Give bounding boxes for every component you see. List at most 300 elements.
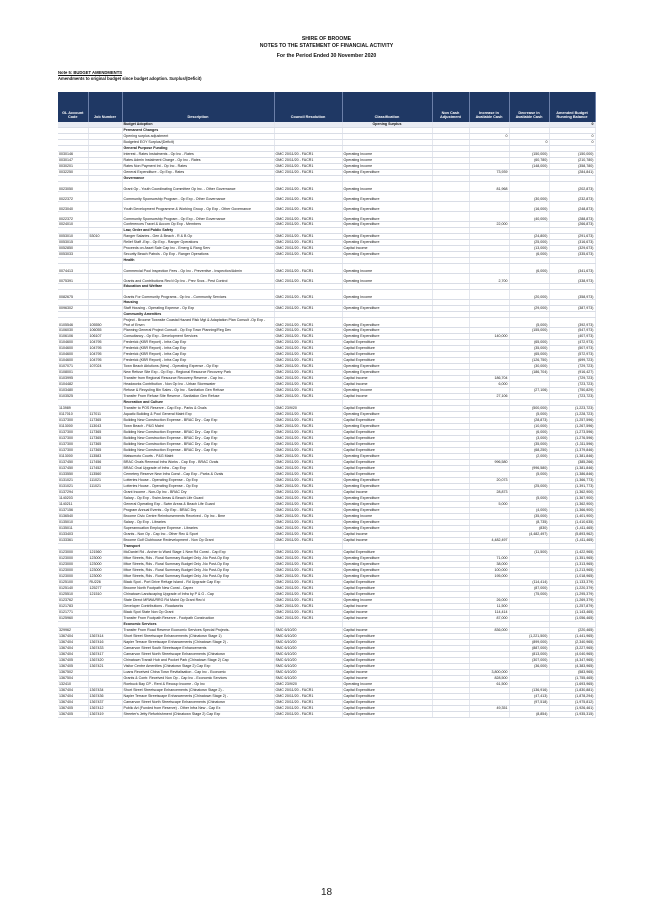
cell-classification: Capital Income: [342, 246, 432, 252]
cell-classification: Capital Expenditure: [342, 430, 432, 436]
cell-classification: Capital Expenditure: [342, 460, 432, 466]
cell-amended-balance: (1,257,596): [549, 418, 595, 424]
cell-description: Building New Construction Expense - BRAC Dry - Cap Exp: [122, 430, 274, 436]
cell-description: Mtce Streets, Rds - Rural Summary Budget Only -No Post-Op Exp: [122, 562, 274, 568]
cell-council-resolution: OMC 20/11/20 - FACR1: [274, 170, 342, 176]
cell-description: Building New Construction Expense - BRAC Dry - Cap Exp: [122, 436, 274, 442]
table-row: [58, 290, 595, 300]
cell-description: Mtce Streets, Rds - Rural Summary Budget Only -No Post-Op Exp: [122, 556, 274, 562]
cell-amended-balance: (1,878,294): [549, 694, 595, 700]
cell-amended-balance: (572,973): [549, 352, 595, 358]
cell-amended-balance: (729,723): [549, 376, 595, 382]
cell-description: Grants & Contr. Received Non Op - Cap Inc - Economic Services: [122, 676, 274, 682]
cell-classification: Operating Income: [342, 158, 432, 164]
cell-decrease: (5,000): [509, 472, 549, 478]
cell-gl-code: 0137300: [58, 418, 88, 424]
cell-council-resolution: OMC 20/11/20 - FACR1: [274, 688, 342, 694]
cell-amended-balance: (1,313,965): [549, 562, 595, 568]
cell-job-number: 111021: [88, 478, 122, 484]
cell-amended-balance: (723,723): [549, 382, 595, 388]
cell-description: Recreation and Culture: [122, 400, 274, 406]
cell-amended-balance: (1,422,965): [549, 550, 595, 556]
cell-description: Cemetery Reserve New Infra Const - Cap Exp - Parks & Ovals: [122, 472, 274, 478]
cell-classification: Operating Income: [342, 290, 432, 300]
cell-increase: [469, 712, 509, 718]
cell-classification: Capital Expenditure: [342, 346, 432, 352]
cell-classification: Capital Expenditure: [342, 652, 432, 658]
cell-classification: Capital Income: [342, 532, 432, 538]
cell-classification: Operating Expenditure: [342, 496, 432, 502]
cell-classification: Operating Expenditure: [342, 328, 432, 334]
cell-council-resolution: OMC 20/11/20 - FACR1: [274, 370, 342, 376]
cell-gl-code: 0123000: [58, 562, 88, 568]
cell-amended-balance: (1,935,315): [549, 712, 595, 718]
cell-decrease: (6,000): [509, 430, 549, 436]
cell-classification: Operating Expenditure: [342, 478, 432, 484]
cell-council-resolution: OMC 20/11/20 - FACR1: [274, 246, 342, 252]
table-row: [58, 212, 595, 222]
cell-non-cash: [432, 318, 469, 328]
cell-classification: Capital Expenditure: [342, 358, 432, 364]
cell-council-resolution: SMC 6/10/20: [274, 670, 342, 676]
table-row: [58, 192, 595, 202]
cell-amended-balance: (341,673): [549, 264, 595, 274]
cell-decrease: (2,000): [509, 454, 549, 460]
cell-decrease: (186,704): [509, 370, 549, 376]
cell-council-resolution: OMC 20/11/20 - FACR1: [274, 274, 342, 284]
cell-council-resolution: OMC 20/11/20 - FACR1: [274, 514, 342, 520]
cell-decrease: (5,000): [509, 412, 549, 418]
cell-council-resolution: OMC 20/11/20 - FACR1: [274, 240, 342, 246]
cell-amended-balance: (1,926,461): [549, 706, 595, 712]
cell-description: General Expenditure - Op Exp - Rates: [122, 170, 274, 176]
cell-description: Rates Non Payment Int - Op Inc - Rates: [122, 164, 274, 170]
cell-gl-code: 0137156: [58, 508, 88, 514]
cell-amended-balance: (1,223,723): [549, 406, 595, 412]
cell-council-resolution: OMC 20/11/20 - FACR1: [274, 388, 342, 394]
cell-gl-code: 0123000: [58, 574, 88, 580]
cell-decrease: (813,000): [509, 652, 549, 658]
cell-decrease: (6,000): [509, 252, 549, 258]
cell-council-resolution: OMC 20/11/20 - FACR1: [274, 318, 342, 328]
cell-classification: Capital Expenditure: [342, 580, 432, 586]
cell-classification: Operating Expenditure: [342, 574, 432, 580]
cell-gl-code: 0103525: [58, 394, 88, 400]
cell-classification: Capital Expenditure: [342, 436, 432, 442]
cell-job-number: 117456: [88, 460, 122, 466]
cell-classification: Capital Expenditure: [342, 466, 432, 472]
cell-decrease: (899,000): [509, 640, 549, 646]
cell-description: BRAC Oval Upgrade of Infra - Cap Exp: [122, 466, 274, 472]
cell-amended-balance: (1,220,379): [549, 586, 595, 592]
cell-decrease: (30,000): [509, 364, 549, 370]
cell-classification: Operating Income: [342, 682, 432, 688]
cell-description: State Direct MRWA/RRG Rd Maint Op Grant Rec'd: [122, 598, 274, 604]
cell-gl-code: 0137450: [58, 466, 88, 472]
cell-job-number: 123000: [88, 568, 122, 574]
cell-job-number: 123000: [88, 574, 122, 580]
cell-gl-code: 0103480: [58, 388, 88, 394]
column-header-non-cash: Non Cash Adjustment: [432, 92, 469, 122]
cell-amended-balance: (1,755,465): [549, 676, 595, 682]
cell-description: Building New Construction Expense - BRAC Dry - Cap Exp: [122, 442, 274, 448]
cell-council-resolution: OMC 20/11/20 - FACR1: [274, 508, 342, 514]
cell-description: Transfer From Refuse Site Reserve - Sanitation Gen Refuse: [122, 394, 274, 400]
cell-description: Building New Construction Expense - BRAC Dry - Cap Exp: [122, 448, 274, 454]
cell-description: Transfer to POS Reserve - Cap Exp - Parks & Ovals: [122, 406, 274, 412]
cell-decrease: (887,000): [509, 646, 549, 652]
cell-gl-code: 0105546: [58, 318, 88, 328]
cell-classification: Operating Expenditure: [342, 412, 432, 418]
cell-amended-balance: (3,227,965): [549, 646, 595, 652]
cell-council-resolution: OMC 20/11/20 - FACR1: [274, 334, 342, 340]
cell-gl-code: 0106030: [58, 328, 88, 334]
cell-amended-balance: (150,000): [549, 152, 595, 158]
cell-council-resolution: OMC 20/11/20 - FACR1: [274, 484, 342, 490]
cell-gl-code: 0107071: [58, 364, 88, 370]
cell-amended-balance: (288,873): [549, 212, 595, 222]
cell-gl-code: 1367502: [58, 670, 88, 676]
cell-non-cash: [432, 192, 469, 202]
cell-description: Black Spot State Non Op Grant: [122, 610, 274, 616]
cell-job-number: 1367433: [88, 646, 122, 652]
organisation-title: SHIRE OF BROOME: [301, 36, 352, 42]
cell-job-number: [88, 212, 122, 222]
cell-classification: Operating Expenditure: [342, 334, 432, 340]
cell-gl-code: 0074413: [58, 264, 88, 274]
cell-decrease: (28,873): [509, 418, 549, 424]
cell-classification: Capital Expenditure: [342, 472, 432, 478]
cell-decrease: [509, 182, 549, 192]
cell-decrease: (27,106): [509, 388, 549, 394]
cell-classification: Capital Expenditure: [342, 634, 432, 640]
cell-description: Carnarvon Street North Streetscape Enhancements (Chinatown: [122, 700, 274, 706]
cell-description: Short Street Streetscape Enhancements (Chinatown Stage 2) -: [122, 688, 274, 694]
cell-amended-balance: (1,133,379): [549, 580, 595, 586]
cell-decrease: (97,518): [509, 700, 549, 706]
cell-classification: Operating Expenditure: [342, 562, 432, 568]
cell-gl-code: 0121771: [58, 610, 88, 616]
cell-decrease: (75,000): [509, 592, 549, 598]
cell-description: Carnarvon Street South Streetscape Enhancements: [122, 646, 274, 652]
cell-amended-balance: (5,893,962): [549, 532, 595, 538]
cell-decrease: (68,250): [509, 448, 549, 454]
column-header-classification: Classification: [342, 92, 432, 122]
cell-amended-balance: (385,266): [549, 460, 595, 466]
table-body: [58, 122, 595, 718]
cell-council-resolution: OMC 20/11/20 - FACR1: [274, 556, 342, 562]
cell-increase: 100,000: [469, 568, 509, 574]
cell-decrease: (155,000): [509, 328, 549, 334]
cell-description: Grants For Community Programs - Op Inc - Community Services: [122, 290, 274, 300]
cell-amended-balance: (358,780): [549, 164, 595, 170]
cell-increase: [469, 290, 509, 300]
cell-description: Transfer from Regional Resource Recovery Reserve - Cap Inc -: [122, 376, 274, 382]
cell-council-resolution: OMC 20/11/20 - FACR1: [274, 346, 342, 352]
cell-classification: Operating Expenditure: [342, 370, 432, 376]
period-title: For the Period Ended 30 November 2020: [276, 53, 377, 59]
cell-council-resolution: OMC 20/11/20 - FACR1: [274, 252, 342, 258]
cell-classification: Operating Expenditure: [342, 252, 432, 258]
cell-council-resolution: OMC 23/9/20: [274, 406, 342, 412]
cell-decrease: (1,221,500): [509, 634, 549, 640]
cell-description: Lotteries House - Operating Expense - Op Exp: [122, 484, 274, 490]
cell-description: Streeter's Jetty Refurbishment (Chinatown Stage 2) Cap Exp: [122, 712, 274, 718]
cell-amended-balance: (1,311,596): [549, 442, 595, 448]
cell-council-resolution: OMC 20/11/20 - FACR1: [274, 532, 342, 538]
cell-gl-code: 0137294: [58, 490, 88, 496]
cell-classification: Capital Expenditure: [342, 340, 432, 346]
cell-council-resolution: OMC 20/11/20 - FACR1: [274, 568, 342, 574]
cell-decrease: (3,000): [509, 436, 549, 442]
cell-job-number: 117365: [88, 442, 122, 448]
cell-increase: 38,000: [469, 562, 509, 568]
cell-description: Broome Civic Centre Reimbursements Received - Op Inc - Bme: [122, 514, 274, 520]
cell-gl-code: 0053010: [58, 234, 88, 240]
cell-classification: Capital Income: [342, 538, 432, 544]
cell-council-resolution: OMC 20/11/20 - FACR1: [274, 574, 342, 580]
cell-amended-balance: (1,386,846): [549, 472, 595, 478]
cell-job-number: 1367421: [88, 664, 122, 670]
cell-council-resolution: OMC 20/11/20 - FACR1: [274, 436, 342, 442]
cell-classification: Capital Income: [342, 676, 432, 682]
cell-gl-code: 0137300: [58, 448, 88, 454]
cell-description: Health: [122, 258, 274, 264]
cell-decrease: (35,000): [509, 346, 549, 352]
cell-increase: 828,500: [469, 676, 509, 682]
cell-amended-balance: (1,441,965): [549, 634, 595, 640]
cell-classification: Operating Expenditure: [342, 454, 432, 460]
cell-job-number: [88, 182, 122, 192]
cell-classification: Operating Expenditure: [342, 502, 432, 508]
cell-decrease: (16,000): [509, 202, 549, 212]
cell-council-resolution: OMC 20/11/20 - FACR1: [274, 592, 342, 598]
cell-council-resolution: SMC 6/10/20: [274, 676, 342, 682]
cell-job-number: 1367420: [88, 658, 122, 664]
cell-classification: Capital Expenditure: [342, 694, 432, 700]
cell-council-resolution: OMC 20/11/20 - FACR1: [274, 158, 342, 164]
cell-classification: Operating Expenditure: [342, 192, 432, 202]
cell-description: Staff Housing - Operating Expense - Op Exp: [122, 306, 274, 312]
cell-classification: Capital Income: [342, 604, 432, 610]
cell-description: McDaniel Rd - Archer to Ward Stage 1 New Rd Const - Cap Exp: [122, 550, 274, 556]
cell-description: Building New Construction Expense - BRAC Dry - Cap Exp: [122, 418, 274, 424]
cell-description: Transport: [122, 544, 274, 550]
cell-job-number: 1367416: [88, 640, 122, 646]
table-row: [58, 712, 595, 718]
cell-council-resolution: OMC 20/11/20 - FACR1: [274, 604, 342, 610]
cell-increase: 61,500: [469, 682, 509, 688]
cell-classification: Operating Expenditure: [342, 306, 432, 312]
cell-job-number: [88, 202, 122, 212]
cell-job-number: 113560: [88, 472, 122, 478]
cell-classification: Operating Income: [342, 514, 432, 520]
cell-gl-code: 1367405: [58, 712, 88, 718]
cell-decrease: (5,000): [509, 318, 549, 328]
cell-amended-balance: (329,673): [549, 246, 595, 252]
cell-description: Rates Admin Instalment Charge - Op Inc - Rates: [122, 158, 274, 164]
cell-amended-balance: (1,362,900): [549, 490, 595, 496]
cell-increase: 73,939: [469, 170, 509, 176]
cell-decrease: (996,580): [509, 466, 549, 472]
cell-description: Mtce Streets, Rds - Rural Summary Budget Only -No Post-Op Exp: [122, 568, 274, 574]
cell-council-resolution: OMC 20/11/20 - FACR1: [274, 454, 342, 460]
cell-council-resolution: OMC 20/11/20 - FACR1: [274, 182, 342, 192]
cell-decrease: (500,000): [509, 406, 549, 412]
cell-amended-balance: (1,273,596): [549, 430, 595, 436]
cell-gl-code: 0032250: [58, 170, 88, 176]
table-row: [58, 202, 595, 212]
cell-classification: Capital Income: [342, 376, 432, 382]
cell-decrease: (11,500): [509, 550, 549, 556]
cell-job-number: 117365: [88, 436, 122, 442]
cell-gl-code: 1140203: [58, 496, 88, 502]
cell-gl-code: 0106106: [58, 334, 88, 340]
cell-increase: 0: [469, 134, 509, 140]
cell-description: Governance: [122, 176, 274, 182]
cell-council-resolution: OMC 20/11/20 - FACR1: [274, 290, 342, 300]
cell-council-resolution: OMC 23/9/20: [274, 682, 342, 688]
column-header-job: Job Number: [88, 92, 122, 122]
cell-council-resolution: OMC 20/11/20 - FACR1: [274, 340, 342, 346]
cell-amended-balance: (232,873): [549, 192, 595, 202]
cell-classification: Operating Expenditure: [342, 212, 432, 222]
cell-amended-balance: (507,973): [549, 346, 595, 352]
cell-job-number: 121560: [88, 550, 122, 556]
cell-decrease: (24,800): [509, 234, 549, 240]
cell-amended-balance: (723,723): [549, 394, 595, 400]
cell-classification: Operating Income: [342, 388, 432, 394]
cell-decrease: (13,000): [509, 246, 549, 252]
cell-job-number: 1367417: [88, 652, 122, 658]
cell-decrease: (5,000): [509, 496, 549, 502]
cell-amended-balance: (407,973): [549, 334, 595, 340]
cell-description: Town Beach Ablutions (New) - Operating Expense - Op Exp: [122, 364, 274, 370]
cell-increase: 27,106: [469, 394, 509, 400]
cell-classification: Operating Expenditure: [342, 484, 432, 490]
cell-amended-balance: (284,841): [549, 170, 595, 176]
cell-amended-balance: (202,873): [549, 182, 595, 192]
cell-council-resolution: OMC 20/11/20 - FACR1: [274, 424, 342, 430]
cell-gl-code: 0117010: [58, 412, 88, 418]
cell-non-cash: [432, 202, 469, 212]
cell-job-number: 106107: [88, 334, 122, 340]
column-header-decrease: Decrease in Available Cash: [509, 92, 549, 122]
cell-amended-balance: (220,465): [549, 628, 595, 634]
cell-job-number: 121510: [88, 592, 122, 598]
cell-increase: 4,482,497: [469, 538, 509, 544]
cell-council-resolution: OMC 20/11/20 - FACR1: [274, 490, 342, 496]
cell-council-resolution: OMC 20/11/20 - FACR1: [274, 264, 342, 274]
cell-council-resolution: OMC 20/11/20 - FACR1: [274, 550, 342, 556]
cell-decrease: (10,000): [509, 424, 549, 430]
cell-increase: 2,700: [469, 274, 509, 284]
cell-description: Headworks Contribution - Non Op Inc - Urban Stormwater: [122, 382, 274, 388]
cell-job-number: 104795: [88, 340, 122, 346]
cell-job-number: 1367414: [88, 634, 122, 640]
table-header-row: [58, 92, 595, 122]
cell-gl-code: 0023040: [58, 202, 88, 212]
cell-non-cash: [432, 274, 469, 284]
cell-decrease: (25,000): [509, 484, 549, 490]
cell-gl-code: 0104600: [58, 352, 88, 358]
cell-description: Broome Golf Clubhouse Redevelopment - Non Op Grant: [122, 538, 274, 544]
cell-amended-balance: (1,257,879): [549, 604, 595, 610]
cell-amended-balance: (1,143,465): [549, 610, 595, 616]
cell-description: Planning General Project Consult - Op Exp Town Planning/Reg Dev: [122, 328, 274, 334]
cell-non-cash: [432, 264, 469, 274]
cell-decrease: (126,750): [509, 358, 549, 364]
cell-gl-code: 0125140: [58, 586, 88, 592]
cell-job-number: 1367419: [88, 712, 122, 718]
cell-increase: [469, 212, 509, 222]
column-header-description: Description: [122, 92, 274, 122]
cell-classification: Capital Income: [342, 610, 432, 616]
cell-description: Short Street Streetscape Enhancements (Chinatown Stage 1): [122, 634, 274, 640]
cell-decrease: (4,000): [509, 508, 549, 514]
cell-description: General Operating Exp - Swim Areas & Beach Life Guard: [122, 502, 274, 508]
column-header-amended-balance: Amended Budget Running Balance: [549, 92, 595, 122]
cell-council-resolution: OMC 20/11/20 - FACR1: [274, 496, 342, 502]
cell-amended-balance: (1,018,965): [549, 574, 595, 580]
cell-council-resolution: OMC 20/11/20 - FACR1: [274, 694, 342, 700]
cell-non-cash: [432, 290, 469, 300]
cell-amended-balance: (316,673): [549, 240, 595, 246]
cell-description: Frederick (KBR Report) - Infra Cap Exp: [122, 358, 274, 364]
cell-gl-code: 0137300: [58, 442, 88, 448]
cell-job-number: 105550: [88, 318, 122, 328]
cell-job-number: [88, 264, 122, 274]
cell-gl-code: 1367404: [58, 694, 88, 700]
cell-amended-balance: 0: [549, 134, 595, 140]
cell-classification: Capital Expenditure: [342, 664, 432, 670]
cell-classification: Operating Expenditure: [342, 170, 432, 176]
cell-description: Public Art (Funded from Reserve) - Other Infra New - Cap Ex: [122, 706, 274, 712]
cell-increase: 114,414: [469, 610, 509, 616]
cell-gl-code: 329962: [58, 628, 88, 634]
cell-amended-balance: (1,381,846): [549, 454, 595, 460]
cell-classification: Capital Expenditure: [342, 586, 432, 592]
cell-classification: Capital Expenditure: [342, 352, 432, 358]
cell-council-resolution: OMC 20/11/20 - FACR1: [274, 526, 342, 532]
cell-decrease: (25,000): [509, 240, 549, 246]
cell-description: Youth Development Programme & Working Group - Op Exp - Other Governance: [122, 202, 274, 212]
cell-decrease: (6,000): [509, 264, 549, 274]
cell-increase: 3,800,000: [469, 670, 509, 676]
cell-description: Frederick (KBR Report) - Infra Cap Exp: [122, 340, 274, 346]
cell-council-resolution: OMC 20/11/20 - FACR1: [274, 328, 342, 334]
cell-classification: Operating Expenditure: [342, 222, 432, 228]
cell-increase: 49,351: [469, 706, 509, 712]
cell-description: Project - Broome Townsite Coastal Hazard Risk Mgt & Adaptation Plan Consult -Op Exp - Prot of Envrn: [122, 318, 274, 328]
cell-job-number: 117365: [88, 448, 122, 454]
cell-gl-code: 132410: [58, 682, 88, 688]
cell-amended-balance: (1,367,900): [549, 496, 595, 502]
cell-gl-code: 1367404: [58, 688, 88, 694]
cell-amended-balance: (248,873): [549, 202, 595, 212]
cell-gl-code: 1367404: [58, 634, 88, 640]
cell-increase: 87,000: [469, 616, 509, 622]
cell-job-number: 117365: [88, 430, 122, 436]
cell-council-resolution: OMC 20/11/20 - FACR1: [274, 306, 342, 312]
cell-amended-balance: (1,381,846): [549, 466, 595, 472]
cell-classification: Capital Expenditure: [342, 640, 432, 646]
cell-gl-code: 0024010: [58, 222, 88, 228]
cell-classification: Capital Expenditure: [342, 658, 432, 664]
cell-decrease: (136,916): [509, 688, 549, 694]
cell-council-resolution: OMC 20/11/20 - FACR1: [274, 706, 342, 712]
cell-council-resolution: OMC 20/11/20 - FACR1: [274, 712, 342, 718]
